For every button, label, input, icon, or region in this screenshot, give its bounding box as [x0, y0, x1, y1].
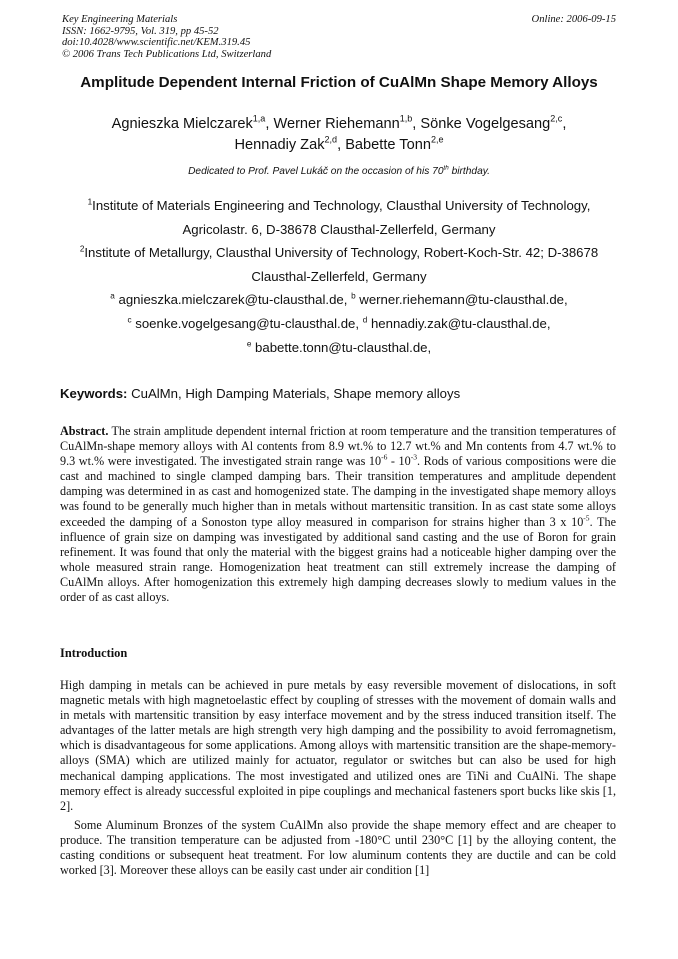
journal-header — [62, 14, 616, 60]
email: $^d$ hennadiy.zak@tu-clausthal.de, — [362, 315, 551, 331]
email: $^a$ agnieszka.mielczarek@tu-clausthal.de, — [110, 291, 348, 308]
affiliation-1: $^1$Institute of Materials Engineering and Technology, Clausthal University of Technology, Agricolastr. 6, D-38678 Clausthal-Zellerfeld, Germany — [87, 197, 591, 237]
doi-line: doi:10.4028/www.scientific.net/KEM.319.45 — [62, 37, 251, 48]
email: $^c$ soenke.vogelgesang@tu-clausthal.de, — [127, 315, 360, 331]
abstract: Abstract. The strain amplitude dependent internal friction at room temperature and the transition temperatures of CuAlMn-shape memory alloys with Al contents from 8.9 wt.% to 12.7 wt.% and Mn contents from 4.7 wt.% to 9.3 wt.% were investigated. The investigated strain range was $10^{-6} - 10^{-3}$. Rods of various compositions were die cast and machined to single clamped damping bars. Their transition temperatures and amplitude dependent damping was determined in as cast and homogenized state. The damping in the investigated shape memory alloys was found to be generally much higher than in metals without martensitic transition. In as cast state some alloys exceeded the damping of a Sonoston type alloy measured in comparison for strains higher than 3 x $10^{-5}$. The influence of grain size on damping was investigated by additional sand casting and the use of Boron for grain refinement. It was found that only the material with the biggest grains had a noticeable higher damping over the whole measured strain range. Homogenization heat treatment can still extremely increase the damping of CuAlMn alloys. After homogenization this extremely high damping decreases slowly to medium values in the order of as cast alloys. — [60, 424, 617, 605]
keywords — [60, 386, 460, 401]
author: Hennadiy Zak$^{2,d}$, — [234, 134, 346, 153]
online-date: Online: 2006-09-15 — [531, 14, 616, 25]
author: Werner Riehemann$^{1,b}$, — [273, 113, 421, 132]
intro-paragraph-2: Some Aluminum Bronzes of the system CuAlMn also provide the shape memory effect and are cheaper to produce. The transition temperature can be adjusted from -180°C until 230°C [1] by the alloying content, the casting conditions or subsequent heat treatment. For low aluminum contents they are ductile and can be cold worked [3]. Moreover these alloys can be easily cast under air condition [1] — [60, 818, 616, 878]
copyright-line: © 2006 Trans Tech Publications Ltd, Switzerland — [62, 48, 272, 60]
keywords-label: Keywords: — [60, 386, 128, 401]
email-list — [70, 288, 608, 359]
author: Agnieszka Mielczarek$^{1,a}$, — [111, 113, 274, 132]
affiliation-2: $^2$Institute of Metallurgy, Clausthal University of Technology, Robert-Koch-Str. 42; D-38678 Clausthal-Zellerfeld, Germany — [79, 244, 599, 284]
abstract-label: Abstract. — [60, 424, 109, 438]
paper-title: Amplitude Dependent Internal Friction of CuAlMn Shape Memory Alloys — [80, 74, 598, 91]
dedication: Dedicated to Prof. Pavel Lukáč on the occasion of his 70th birthday. — [188, 164, 490, 177]
issn-line: ISSN: 1662-9795, Vol. 319, pp 45-52 — [62, 25, 219, 37]
affiliations — [70, 194, 608, 359]
keywords-text: CuAlMn, High Damping Materials, Shape memory alloys — [131, 386, 461, 401]
email: $^e$ babette.tonn@tu-clausthal.de, — [246, 338, 432, 355]
section-heading: Introduction — [60, 646, 128, 660]
intro-paragraph-1: High damping in metals can be achieved in pure metals by easy reversible movement of dislocations, in soft magnetic metals with high magnetoelastic effect by coupling of stresses with the movement of domain walls and in metals with martensitic transition by easy interface movement and by the stress induced transition itself. The advantages of the latter metals are high strength very high damping and the possibility to avoid ferromagnetism, which is disadvantageous for some applications. Among alloys with martensitic transition are the shape-memory-alloys (SMA) which are utilized mainly for actuator, regulator or switches but can also be used for high mechanical damping applications. The most investigated and utilized ones are TiNi and CuAlNi. The shape memory effect is already successful exploited in pipe couplings and mechanical fasteners sport bucks like skis [1, 2]. — [60, 678, 616, 813]
journal-name: Key Engineering Materials — [62, 14, 178, 25]
author: Babette Tonn$^{2,e}$ — [345, 134, 444, 153]
author: Sönke Vogelgesang$^{2,c}$, — [420, 113, 567, 132]
email: $^b$ werner.riehemann@tu-clausthal.de, — [351, 291, 568, 308]
author-list — [60, 114, 618, 156]
